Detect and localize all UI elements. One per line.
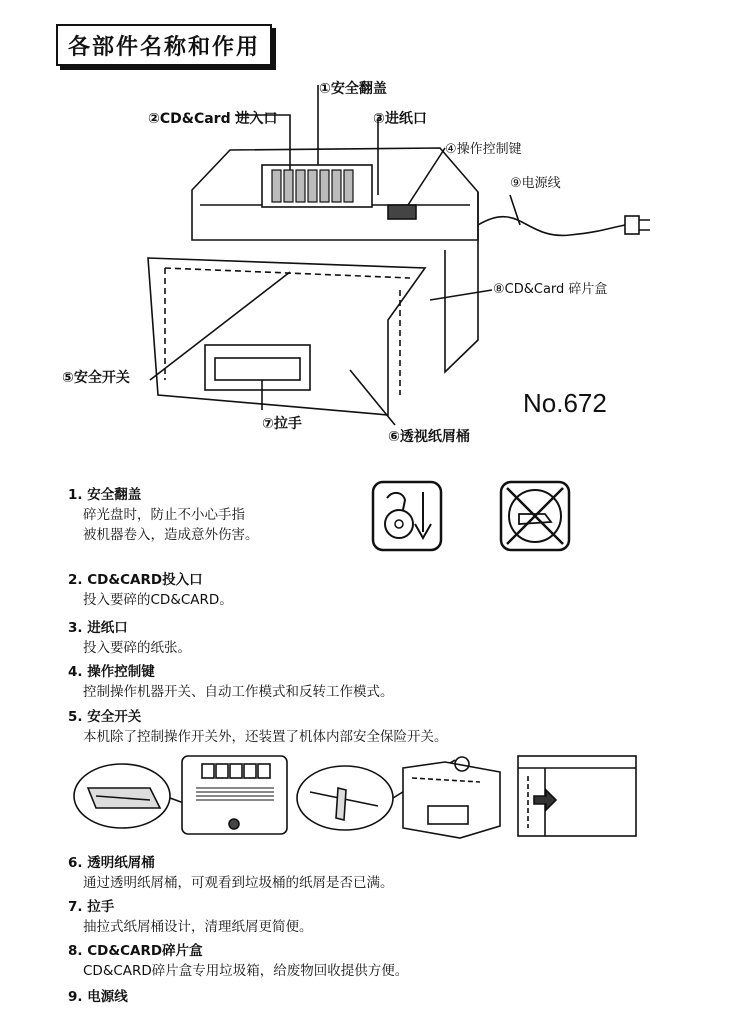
section-8: 8. CD&CARD碎片盒 CD&CARD碎片盒专用垃圾箱，给废物回收提供方便。 xyxy=(68,943,409,979)
model-number: No.672 xyxy=(523,388,607,418)
section-9: 9. 电源线 xyxy=(68,989,128,1005)
callout-cd-card-entry: ②CD&Card 进入口 xyxy=(148,111,278,127)
safety-switch-illustrations xyxy=(0,748,750,848)
callout-safety-cover: ①安全翻盖 xyxy=(319,81,387,97)
section-6: 6. 透明纸屑桶 通过透明纸屑桶，可观看到垃圾桶的纸屑是否已满。 xyxy=(68,855,394,891)
page-title: 各部件名称和作用 xyxy=(56,24,272,66)
callout-safety-switch: ⑤安全开关 xyxy=(62,370,130,386)
section-7-title: 拉手 xyxy=(87,899,115,915)
section-2: 2. CD&CARD投入口 投入要碎的CD&CARD。 xyxy=(68,572,233,608)
callout-transparent-bin: ⑥透视纸屑桶 xyxy=(388,429,470,445)
section-5-title: 安全开关 xyxy=(87,709,142,725)
section-9-title: 电源线 xyxy=(87,989,128,1005)
callout-control-key: ④操作控制键 xyxy=(445,142,522,157)
callout-paper-entry: ③进纸口 xyxy=(373,111,427,127)
section-7: 7. 拉手 抽拉式纸屑桶设计，清理纸屑更简便。 xyxy=(68,899,313,935)
section-1: 1. 安全翻盖 碎光盘时，防止不小心手指 被机器卷入，造成意外伤害。 xyxy=(68,487,259,543)
section-3-title: 进纸口 xyxy=(87,620,128,636)
section-8-title: CD&CARD碎片盒 xyxy=(87,943,203,959)
no-hand-warning-icon xyxy=(499,480,571,552)
section-5: 5. 安全开关 本机除了控制操作开关外，还装置了机体内部安全保险开关。 xyxy=(68,709,448,745)
section-4: 4. 操作控制键 控制操作机器开关、自动工作模式和反转工作模式。 xyxy=(68,664,394,700)
callout-power-cord: ⑨电源线 xyxy=(510,176,561,191)
section-6-title: 透明纸屑桶 xyxy=(87,855,155,871)
hand-cd-warning-icon xyxy=(371,480,443,552)
callout-handle: ⑦拉手 xyxy=(262,416,302,432)
section-4-title: 操作控制键 xyxy=(87,664,155,680)
section-2-title: CD&CARD投入口 xyxy=(87,572,203,588)
section-1-title: 安全翻盖 xyxy=(87,487,142,503)
callout-cd-card-box: ⑧CD&Card 碎片盒 xyxy=(493,282,608,297)
section-3: 3. 进纸口 投入要碎的纸张。 xyxy=(68,620,191,656)
shredder-diagram xyxy=(0,0,750,460)
